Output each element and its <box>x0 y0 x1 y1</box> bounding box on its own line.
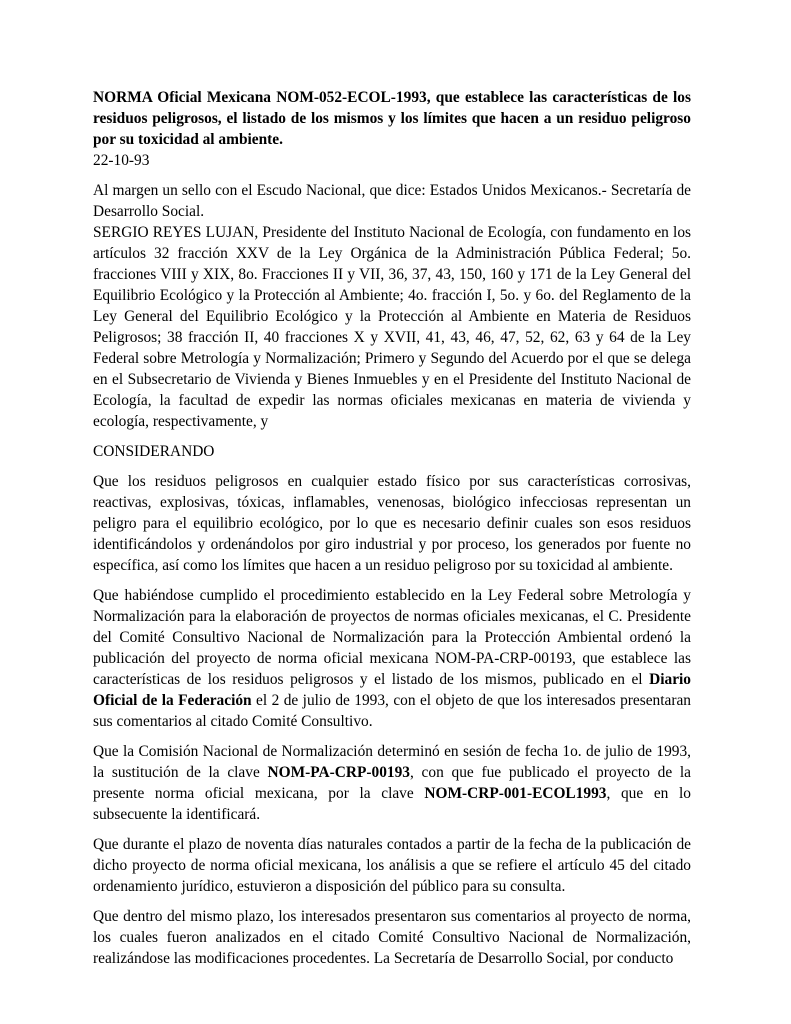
bold-run-clave-anterior: NOM-PA-CRP-00193 <box>267 764 410 781</box>
authority-paragraph: SERGIO REYES LUJAN, Presidente del Instituto Nacional de Ecología, con fundamento en los artículos 32 fracción XXV de la Ley Orgánica de la Administración Pública Federal; 5o. fracciones VIII y XIX, 8o. Fracciones II y VII, 36, 37, 43, 150, 160 y 171 de la Ley General del Equilibrio Ecológico y la Protección al Ambiente; 4o. fracción I, 5o. y 6o. del Reglamento de la Ley General del Equilibrio Ecológico y la Protección al Ambiente en Materia de Residuos Peligrosos; 38 fracción II, 40 fracciones X y XVII, 41, 43, 46, 47, 52, 62, 63 y 64 de la Ley Federal sobre Metrología y Normalización; Primero y Segundo del Acuerdo por el que se delega en el Subsecretario de Vivienda y Bienes Inmuebles y en el Presidente del Instituto Nacional de Ecología, la facultad de expedir las normas oficiales mexicanas en materia de vivienda y ecología, respectivamente, y <box>93 224 691 430</box>
consideration-5-paragraph: Que dentro del mismo plazo, los interesados presentaron sus comentarios al proyecto de norma, los cuales fueron analizados en el citado Comité Consultivo Nacional de Normalización, realizándose las modificaciones procedentes. La Secretaría de Desarrollo Social, por conducto <box>93 908 691 967</box>
consideration-5-block <box>93 906 691 969</box>
text-run: Que la Comisión Nacional de Normalización determinó en sesión de fecha 1o. de julio de 1993, la sustitución de la clave <box>93 743 691 781</box>
consideration-1-block <box>93 471 691 576</box>
preamble-block <box>93 180 691 432</box>
text-run: , que en lo subsecuente la identificará. <box>93 785 691 823</box>
document-title: NORMA Oficial Mexicana NOM-052-ECOL-1993, que establece las características de los residuos peligrosos, el listado de los mismos y los límites que hacen a un residuo peligroso por su toxicidad al ambiente. <box>93 89 691 148</box>
text-run: Que habiéndose cumplido el procedimiento establecido en la Ley Federal sobre Metrología y Normalización para la elaboración de proyectos de normas oficiales mexicanas, el C. Presidente del Comité Consultivo Nacional de Normalización para la Protección Ambiental ordenó la publicación del proyecto de norma oficial mexicana NOM-PA-CRP-00193, que establece las características de los residuos peligrosos y el listado de los mismos, publicado en el <box>93 587 691 688</box>
text-run: , con que fue publicado el proyecto de la presente norma oficial mexicana, por la clave <box>93 764 691 802</box>
header-block <box>93 87 691 171</box>
consideration-2-block <box>93 585 691 732</box>
consideration-1-paragraph: Que los residuos peligrosos en cualquier estado físico por sus características corrosivas, reactivas, explosivas, tóxicas, inflamables, venenosas, biológico infecciosas representan un peligro para el equilibrio ecológico, por lo que es necesario definir cuales son esos residuos identificándolos y ordenándolos por giro industrial y por proceso, los generados por fuente no específica, así como los límites que hacen a un residuo peligroso por su toxicidad al ambiente. <box>93 473 691 574</box>
consideration-4-block <box>93 834 691 897</box>
considerando-heading-block <box>93 441 691 462</box>
bold-run-clave-nueva: NOM-CRP-001-ECOL1993 <box>424 785 607 802</box>
text-run: el 2 de julio de 1993, con el objeto de que los interesados presentaran sus comentarios al citado Comité Consultivo. <box>93 692 691 730</box>
considerando-heading: CONSIDERANDO <box>93 443 215 460</box>
consideration-2-paragraph <box>93 585 691 732</box>
seal-paragraph: Al margen un sello con el Escudo Nacional, que dice: Estados Unidos Mexicanos.- Secretaría de Desarrollo Social. <box>93 182 691 220</box>
consideration-3-block <box>93 741 691 825</box>
consideration-3-paragraph <box>93 741 691 825</box>
bold-run-diario-oficial: Diario Oficial de la Federación <box>93 671 691 709</box>
consideration-4-paragraph: Que durante el plazo de noventa días naturales contados a partir de la fecha de la publicación de dicho proyecto de norma oficial mexicana, los análisis a que se refiere el artículo 45 del citado ordenamiento jurídico, estuvieron a disposición del público para su consulta. <box>93 836 691 895</box>
document-date: 22-10-93 <box>93 152 150 169</box>
